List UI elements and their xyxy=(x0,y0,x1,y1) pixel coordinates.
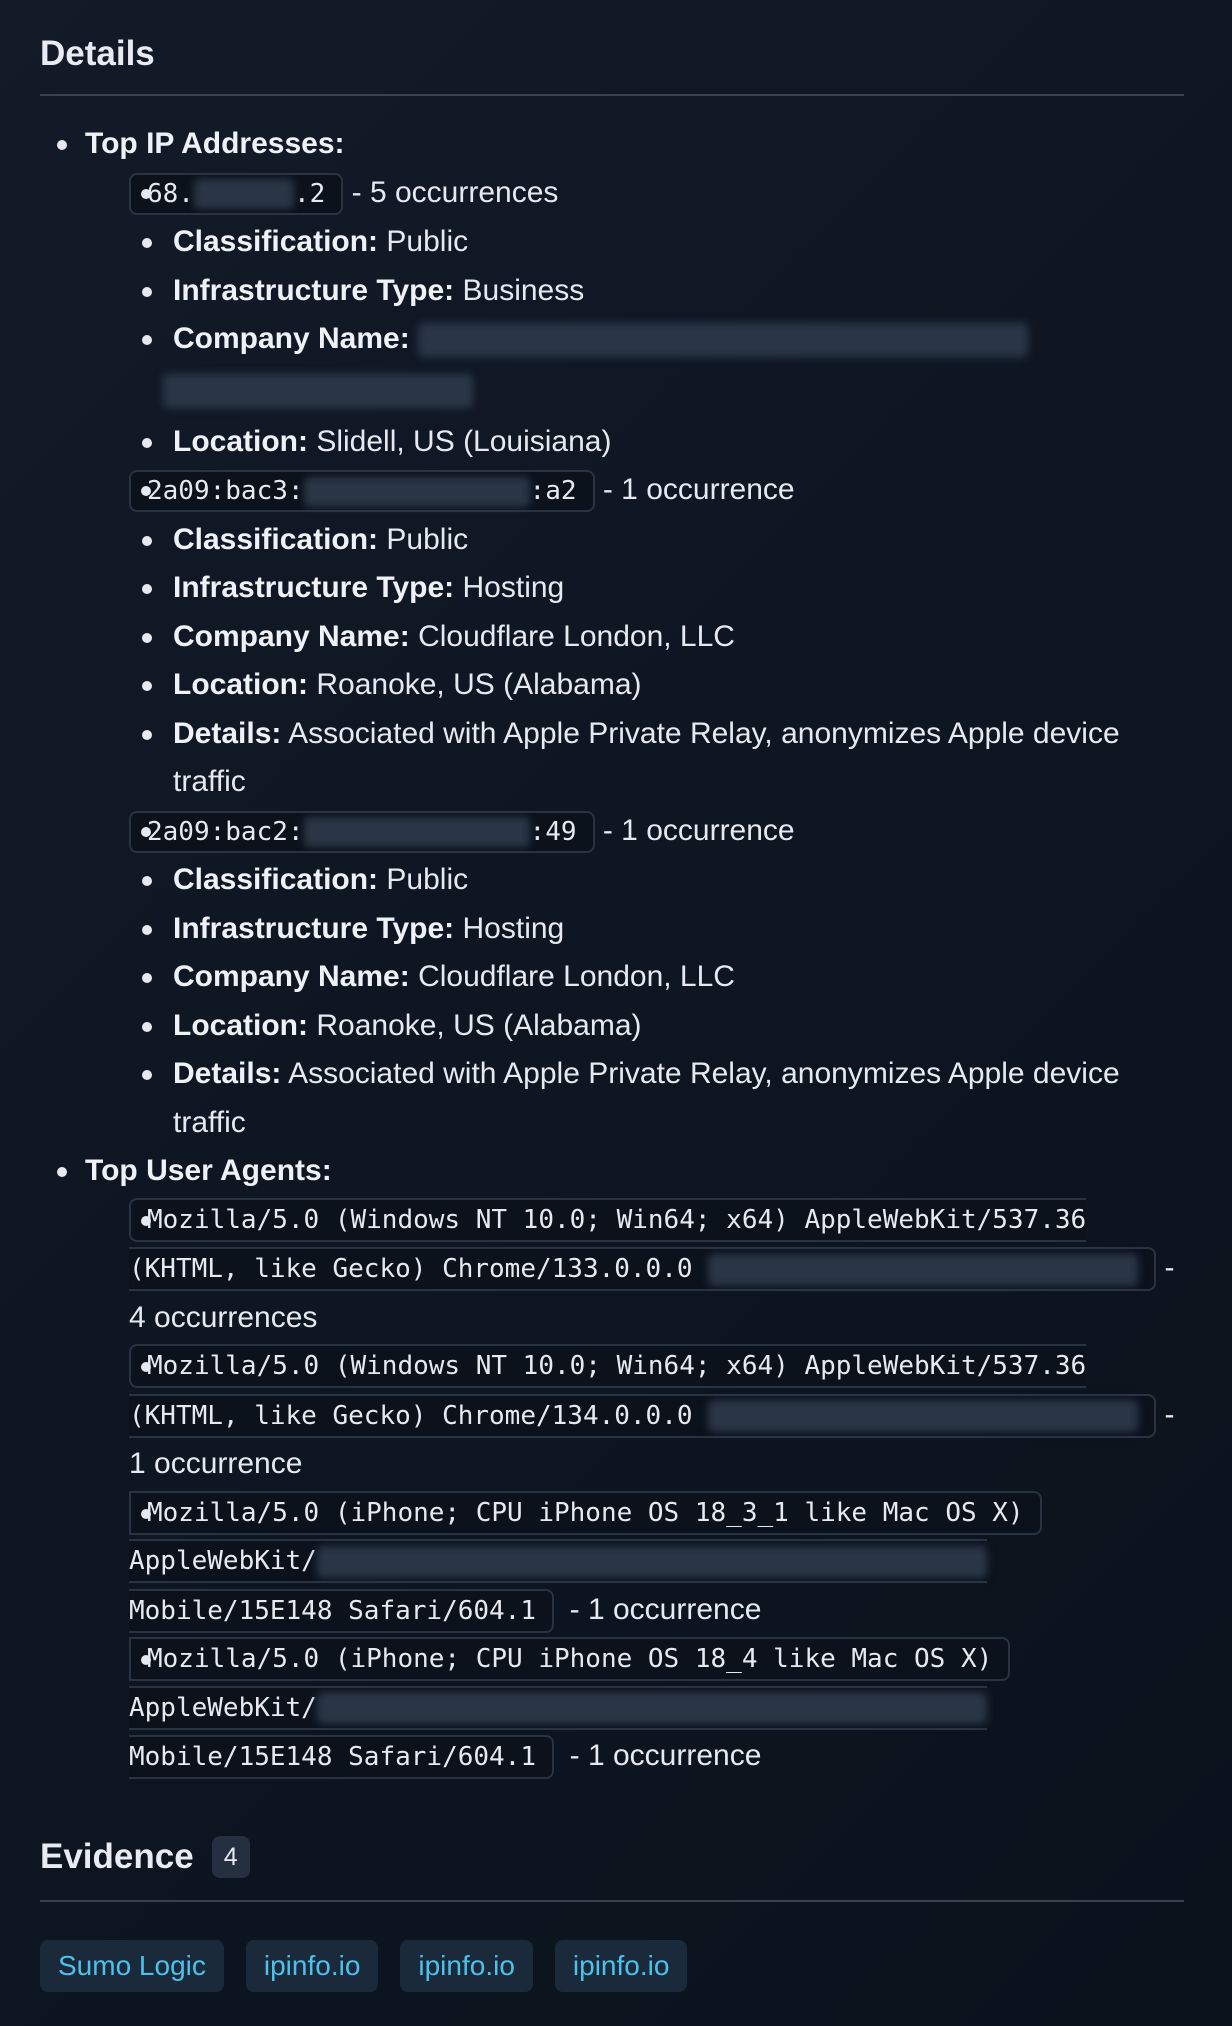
user-agent-code[interactable]: (KHTML, like Gecko) Chrome/134.0.0.0 xyxy=(129,1394,1156,1438)
user-agent-code[interactable]: Mozilla/5.0 (iPhone; CPU iPhone OS 18_4 like Mac OS X) xyxy=(129,1637,1010,1681)
redacted-block xyxy=(708,1400,1138,1432)
redacted-company xyxy=(418,323,1028,357)
details-divider xyxy=(40,94,1184,96)
top-ua-label: Top User Agents: xyxy=(85,1154,332,1187)
details-item: Details: Associated with Apple Private Relay, anonymizes Apple device traffic xyxy=(129,1050,1184,1147)
user-agent-code[interactable]: (KHTML, like Gecko) Chrome/133.0.0.0 xyxy=(129,1247,1156,1291)
evidence-tag-sumo-logic[interactable]: Sumo Logic xyxy=(40,1940,224,1992)
classification-item: Classification: Public xyxy=(129,516,1184,565)
details-heading: Details xyxy=(40,34,155,73)
redacted-block xyxy=(304,817,530,847)
user-agent-code[interactable]: Mozilla/5.0 (Windows NT 10.0; Win64; x64) AppleWebKit/537.36 xyxy=(129,1198,1086,1242)
classification-item: Classification: Public xyxy=(129,856,1184,905)
infrastructure-item: Infrastructure Type: Business xyxy=(129,267,1184,316)
user-agent-code[interactable]: Mozilla/5.0 (Windows NT 10.0; Win64; x64) AppleWebKit/537.36 xyxy=(129,1344,1086,1388)
user-agent-entry: Mozilla/5.0 (Windows NT 10.0; Win64; x64) AppleWebKit/537.36 (KHTML, like Gecko) Chrome/134.0.0.0 - 1 occurrence xyxy=(85,1342,1184,1489)
details-list xyxy=(40,120,1184,1782)
ua-occurrences: - 1 occurrence xyxy=(569,1592,762,1626)
ip-entry xyxy=(85,169,1184,467)
ip-entry xyxy=(85,807,1184,1148)
ua-occurrences: 1 occurrence xyxy=(129,1447,303,1480)
redacted-block xyxy=(317,1546,987,1578)
user-agent-entry: Mozilla/5.0 (Windows NT 10.0; Win64; x64) AppleWebKit/537.36 (KHTML, like Gecko) Chrome/133.0.0.0 - 4 occurrences xyxy=(85,1196,1184,1343)
evidence-tag-ipinfo[interactable]: ipinfo.io xyxy=(246,1940,379,1992)
ip-entry xyxy=(85,466,1184,807)
redacted-block xyxy=(708,1254,1138,1286)
location-item: Location: Slidell, US (Louisiana) xyxy=(129,418,1184,467)
details-item: Details: Associated with Apple Private Relay, anonymizes Apple device traffic xyxy=(129,710,1184,807)
ua-occurrences: 4 occurrences xyxy=(129,1300,318,1334)
user-agent-code[interactable]: Mobile/15E148 Safari/604.1 xyxy=(129,1735,554,1779)
ip-address-code[interactable]: 2a09:bac2: :49 xyxy=(129,811,595,853)
infrastructure-item: Infrastructure Type: Hosting xyxy=(129,905,1184,954)
redacted-block xyxy=(317,1692,987,1724)
user-agent-entry xyxy=(85,1489,1184,1636)
evidence-heading: Evidence xyxy=(40,1836,194,1876)
evidence-count-badge: 4 xyxy=(212,1836,250,1878)
evidence-divider xyxy=(40,1900,1184,1902)
infrastructure-item: Infrastructure Type: Hosting xyxy=(129,564,1184,613)
evidence-list xyxy=(40,1940,1184,1992)
location-item: Location: Roanoke, US (Alabama) xyxy=(129,1002,1184,1051)
company-item: Company Name: Cloudflare London, LLC xyxy=(129,613,1184,662)
top-ip-addresses-item xyxy=(40,120,1184,1147)
evidence-header xyxy=(40,1836,1184,1878)
user-agent-code[interactable]: Mozilla/5.0 (iPhone; CPU iPhone OS 18_3_1 like Mac OS X) xyxy=(129,1491,1042,1535)
redacted-block xyxy=(194,179,294,209)
ip-occurrences: - 1 occurrence xyxy=(602,473,795,506)
user-agent-code[interactable]: AppleWebKit/ xyxy=(129,1686,987,1730)
ip-address-code[interactable]: 68. .2 xyxy=(129,173,343,215)
evidence-tag-ipinfo[interactable]: ipinfo.io xyxy=(555,1940,688,1992)
top-user-agents-item xyxy=(40,1147,1184,1782)
ua-occurrences: - 1 occurrence xyxy=(569,1739,762,1772)
ip-address-code[interactable]: 2a09:bac3: :a2 xyxy=(129,470,595,512)
redacted-block xyxy=(304,477,530,507)
company-item: Company Name: Cloudflare London, LLC xyxy=(129,953,1184,1002)
user-agent-entry xyxy=(85,1635,1184,1782)
evidence-tag-ipinfo[interactable]: ipinfo.io xyxy=(400,1940,533,1992)
top-ip-label: Top IP Addresses: xyxy=(85,127,345,160)
redacted-company xyxy=(163,374,473,408)
user-agent-code[interactable]: AppleWebKit/ xyxy=(129,1539,987,1583)
classification-item: Classification: Public xyxy=(129,218,1184,267)
user-agent-code[interactable]: Mobile/15E148 Safari/604.1 xyxy=(129,1589,554,1633)
company-item: Company Name: xyxy=(129,315,1184,418)
location-item: Location: Roanoke, US (Alabama) xyxy=(129,661,1184,710)
ip-occurrences: - 5 occurrences xyxy=(351,175,559,209)
ip-occurrences: - 1 occurrence xyxy=(602,813,795,847)
